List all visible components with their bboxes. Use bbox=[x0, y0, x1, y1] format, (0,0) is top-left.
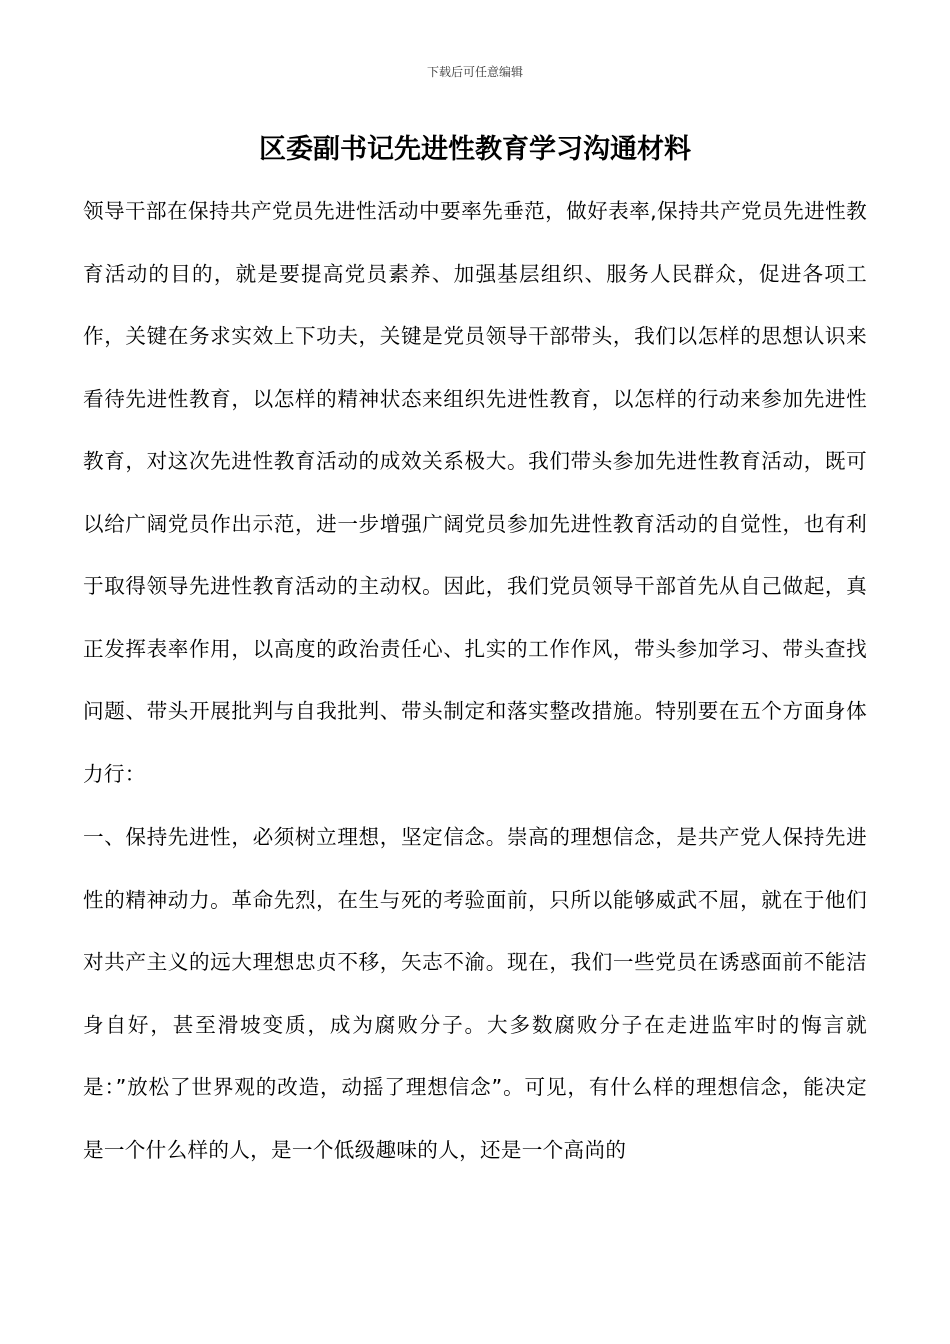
header-note: 下载后可任意编辑 bbox=[426, 65, 523, 79]
document-title: 区委副书记先进性教育学习沟通材料 bbox=[259, 134, 691, 165]
body-paragraph-1: 领导干部在保持共产党员先进性活动中要率先垂范，做好表率,保持共产党员先进性教育活动的目的，就是要提高党员素养、加强基层组织、服务人民群众，促进各项工作，关键在务求实效上下功夫，关键是党员领导干部带头，我们以怎样的思想认识来看待先进性教育，以怎样的精神状态来组织先进性教育，以怎样的行动来参加先进性教育，对这次先进性教育活动的成效关系极大。我们带头参加先进性教育活动，既可以给广阔党员作出示范，进一步增强广阔党员参加先进性教育活动的自觉性，也有利于取得领导先进性教育活动的主动权。因此，我们党员领导干部首先从自己做起，真正发挥表率作用，以高度的政治责任心、扎实的工作作风，带头参加学习、带头查找问题、带头开展批判与自我批判、带头制定和落实整改措施。特别要在五个方面身体力行： bbox=[83, 199, 867, 786]
body-paragraph-2: 一、保持先进性，必须树立理想，坚定信念。崇高的理想信念，是共产党人保持先进性的精神动力。革命先烈，在生与死的考验面前，只所以能够威武不屈，就在于他们对共产主义的远大理想忠贞不移，矢志不渝。现在，我们一些党员在诱惑面前不能洁身自好，甚至滑坡变质，成为腐败分子。大多数腐败分子在走进监牢时的悔言就是：”放松了世界观的改造，动摇了理想信念”。可见，有什么样的理想信念，能决定是一个什么样的人，是一个低级趣味的人，还是一个高尚的 bbox=[83, 825, 867, 1162]
